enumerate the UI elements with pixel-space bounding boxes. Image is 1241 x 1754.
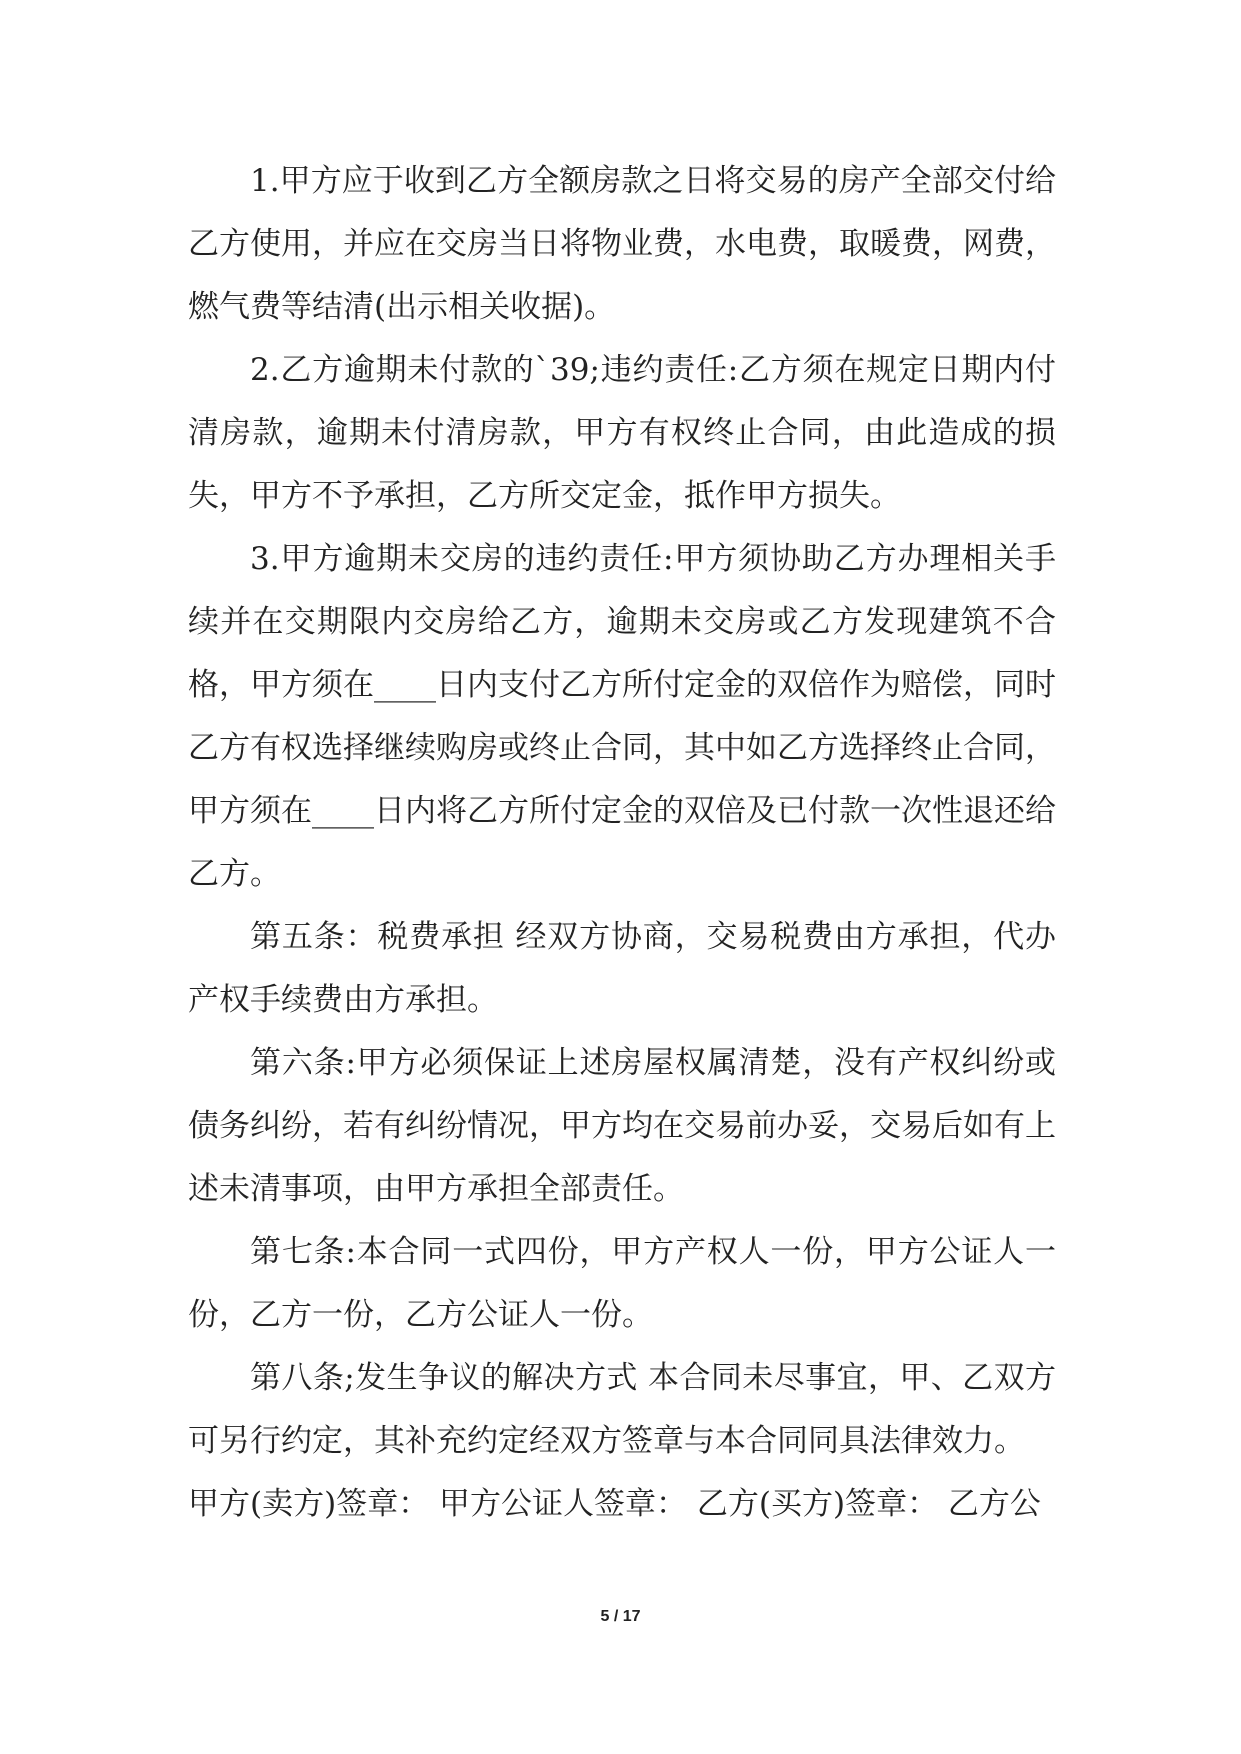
article-seven-copies: 第七条:本合同一式四份，甲方产权人一份，甲方公证人一份，乙方一份，乙方公证人一份。: [188, 1234, 1056, 1333]
page-number: 5 / 17: [600, 1608, 641, 1625]
signature-line: 甲方(卖方)签章： 甲方公证人签章： 乙方(买方)签章： 乙方公: [188, 1486, 1041, 1522]
document-body: [188, 150, 1056, 1536]
article-eight-disputes: 第八条;发生争议的解决方式 本合同未尽事宜，甲、乙双方可另行约定，其补充约定经双方签章与本合同同具法律效力。: [188, 1360, 1056, 1459]
clause-buyer-late-payment: 2.乙方逾期未付款的`39;违约责任:乙方须在规定日期内付清房款，逾期未付清房款，甲方有权终止合同，由此造成的损失，甲方不予承担，乙方所交定金，抵作甲方损失。: [188, 352, 1056, 514]
article-six-title-guarantee: 第六条:甲方必须保证上述房屋权属清楚，没有产权纠纷或债务纠纷，若有纠纷情况，甲方均在交易前办妥，交易后如有上述未清事项，由甲方承担全部责任。: [188, 1045, 1056, 1207]
article-five-taxes: 第五条：税费承担 经双方协商，交易税费由方承担，代办产权手续费由方承担。: [188, 919, 1056, 1018]
clause-seller-late-delivery: 3.甲方逾期未交房的违约责任:甲方须协助乙方办理相关手续并在交期限内交房给乙方，逾期未交房或乙方发现建筑不合格，甲方须在____日内支付乙方所付定金的双倍作为赔偿，同时乙方有权选择继续购房或终止合同，其中如乙方选择终止合同，甲方须在____日内将乙方所付定金的双倍及已付款一次性退还给乙方。: [188, 541, 1056, 892]
clause-delivery: 1.甲方应于收到乙方全额房款之日将交易的房产全部交付给乙方使用，并应在交房当日将物业费，水电费，取暖费，网费，燃气费等结清(出示相关收据)。: [188, 163, 1056, 325]
